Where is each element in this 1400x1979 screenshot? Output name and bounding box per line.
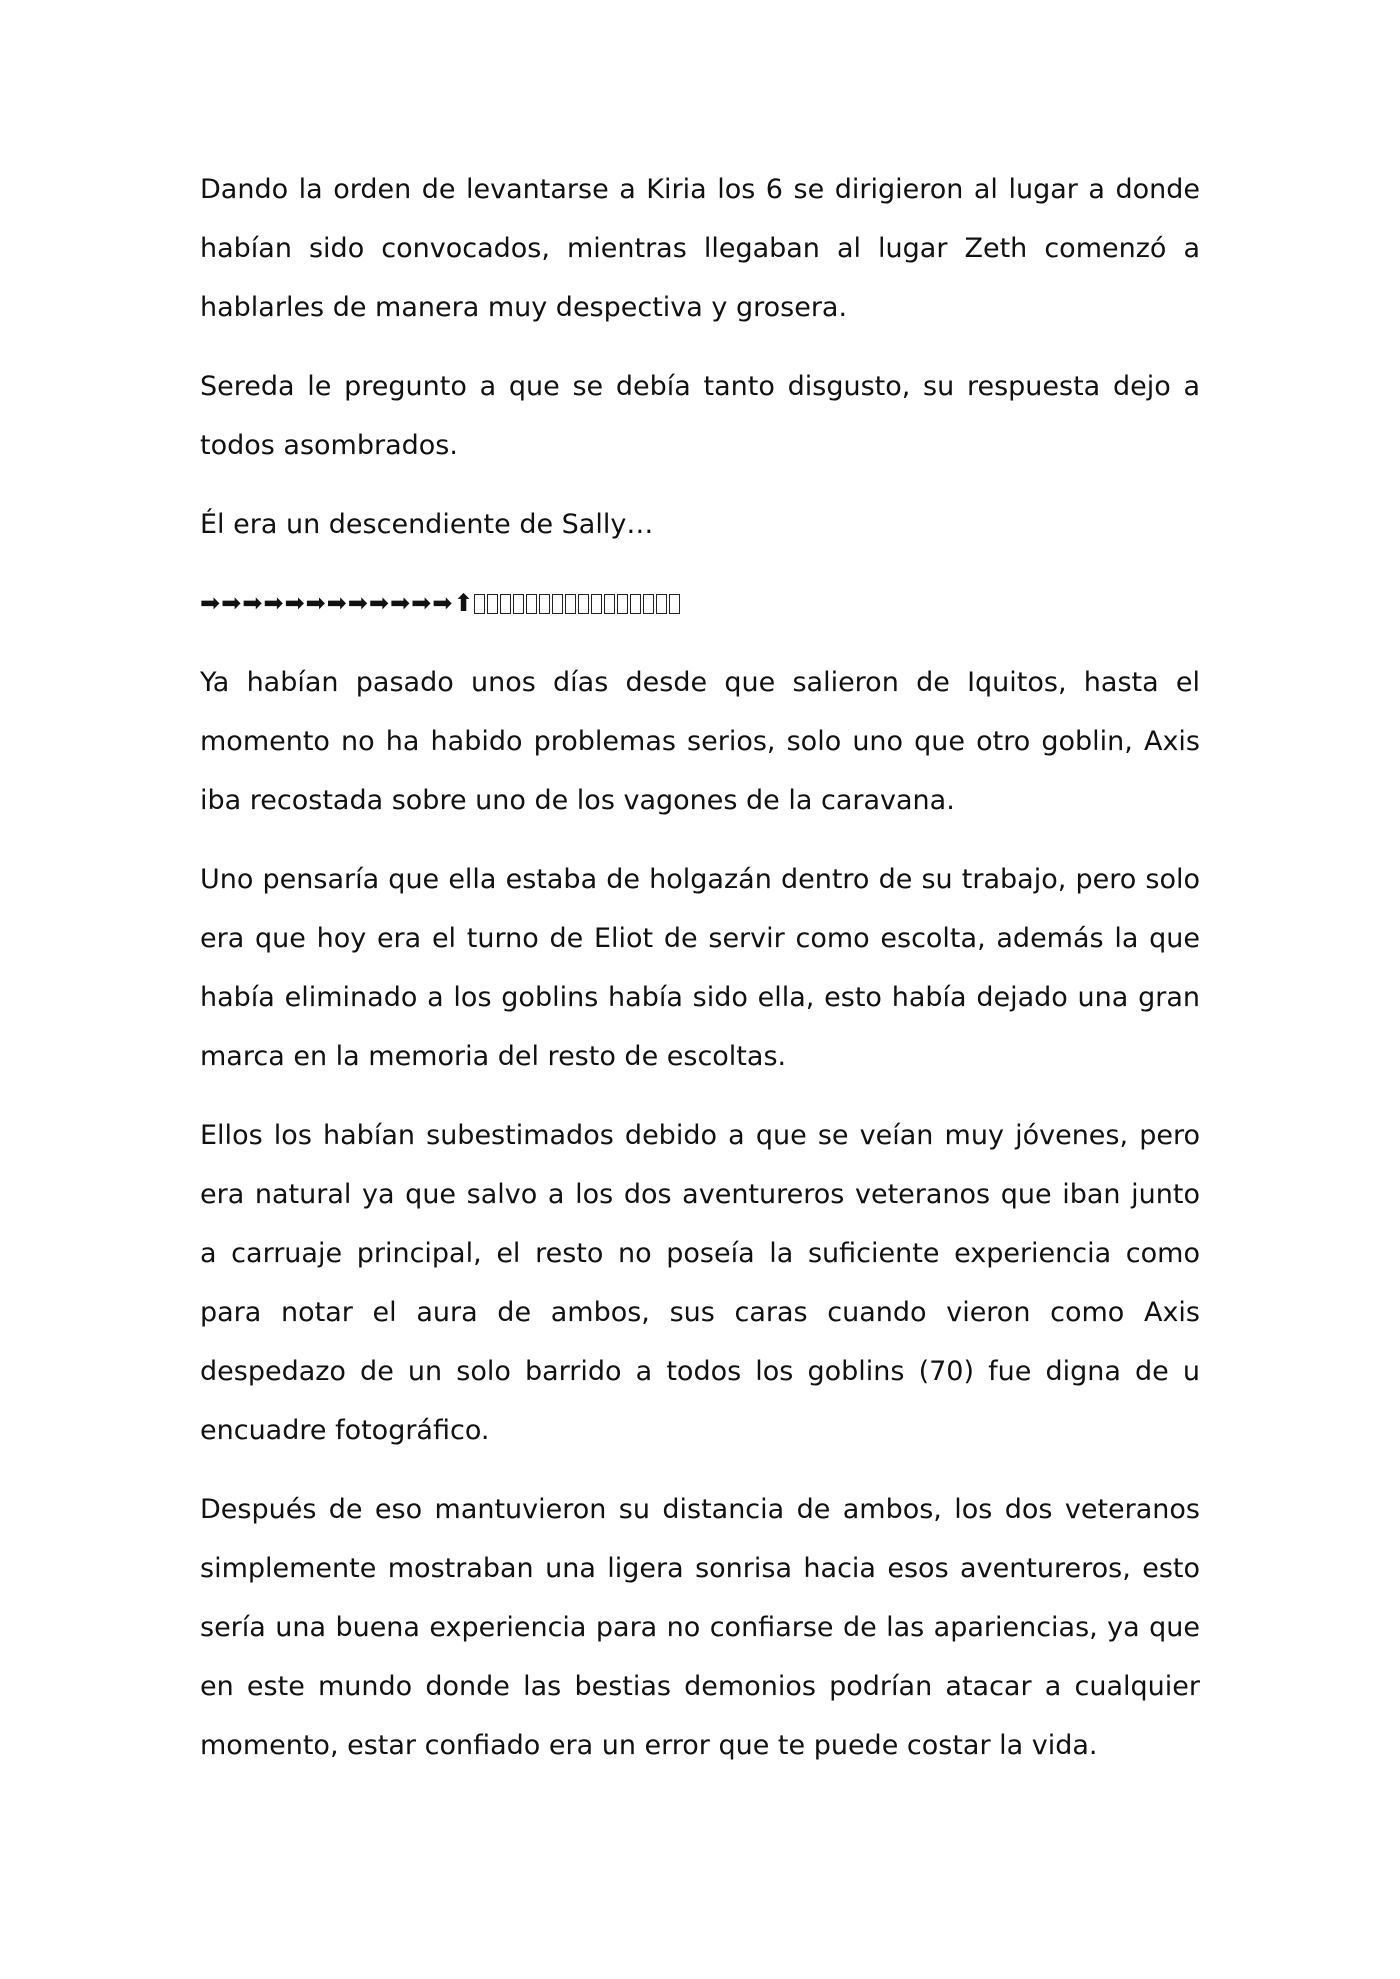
scene-separator (200, 574, 1200, 633)
missing-glyph-box (526, 594, 537, 614)
missing-glyph-box (643, 594, 654, 614)
missing-glyph-box (552, 594, 563, 614)
missing-glyph-box (630, 594, 641, 614)
missing-glyph-box (591, 594, 602, 614)
missing-glyph-box (604, 594, 615, 614)
paragraph-5: Uno pensaría que ella estaba de holgazán dentro de su trabajo, pero solo era que hoy era el turno de Eliot de servir como escolta, además la que había eliminado a los goblins había sido ella, esto había dejado una gran marca en la memoria del resto de escoltas. (200, 864, 1200, 1072)
document-body (200, 160, 1200, 1795)
paragraph-7: Después de eso mantuvieron su distancia de ambos, los dos veteranos simplemente mostraban una ligera sonrisa hacia esos aventureros, esto sería una buena experiencia para no confiarse de las apariencias, ya que en este mundo donde las bestias demonios podrían atacar a cualquier momento, estar confiado era un error que te puede costar la vida. (200, 1494, 1200, 1761)
missing-glyph-box (617, 594, 628, 614)
missing-glyph-box (474, 594, 485, 614)
paragraph-1: Dando la orden de levantarse a Kiria los 6 se dirigieron al lugar a donde habían sido convocados, mientras llegaban al lugar Zeth comenzó a hablarles de manera muy despectiva y grosera. (200, 174, 1200, 323)
missing-glyph-box (578, 594, 589, 614)
missing-glyph-box (487, 594, 498, 614)
missing-glyph-box (513, 594, 524, 614)
paragraph-4: Ya habían pasado unos días desde que salieron de Iquitos, hasta el momento no ha habido problemas serios, solo uno que otro goblin, Axis iba recostada sobre uno de los vagones de la caravana. (200, 667, 1200, 816)
missing-glyph-box (669, 594, 680, 614)
missing-glyph-box (565, 594, 576, 614)
paragraph-3: Él era un descendiente de Sally… (200, 509, 654, 540)
missing-glyph-box (500, 594, 511, 614)
paragraph-2: Sereda le pregunto a que se debía tanto disgusto, su respuesta dejo a todos asombrados. (200, 371, 1200, 461)
missing-glyph-box (656, 594, 667, 614)
separator-arrows: ➡➡➡➡➡➡➡➡➡➡➡➡⬆ (200, 589, 475, 617)
separator-boxes (474, 574, 682, 633)
missing-glyph-box (539, 594, 550, 614)
paragraph-6: Ellos los habían subestimados debido a que se veían muy jóvenes, pero era natural ya que salvo a los dos aventureros veteranos que iban junto a carruaje principal, el resto no poseía la suficiente experiencia como para notar el aura de ambos, sus caras cuando vieron como Axis despedazo de un solo barrido a todos los goblins (70) fue digna de u encuadre fotográfico. (200, 1120, 1200, 1446)
